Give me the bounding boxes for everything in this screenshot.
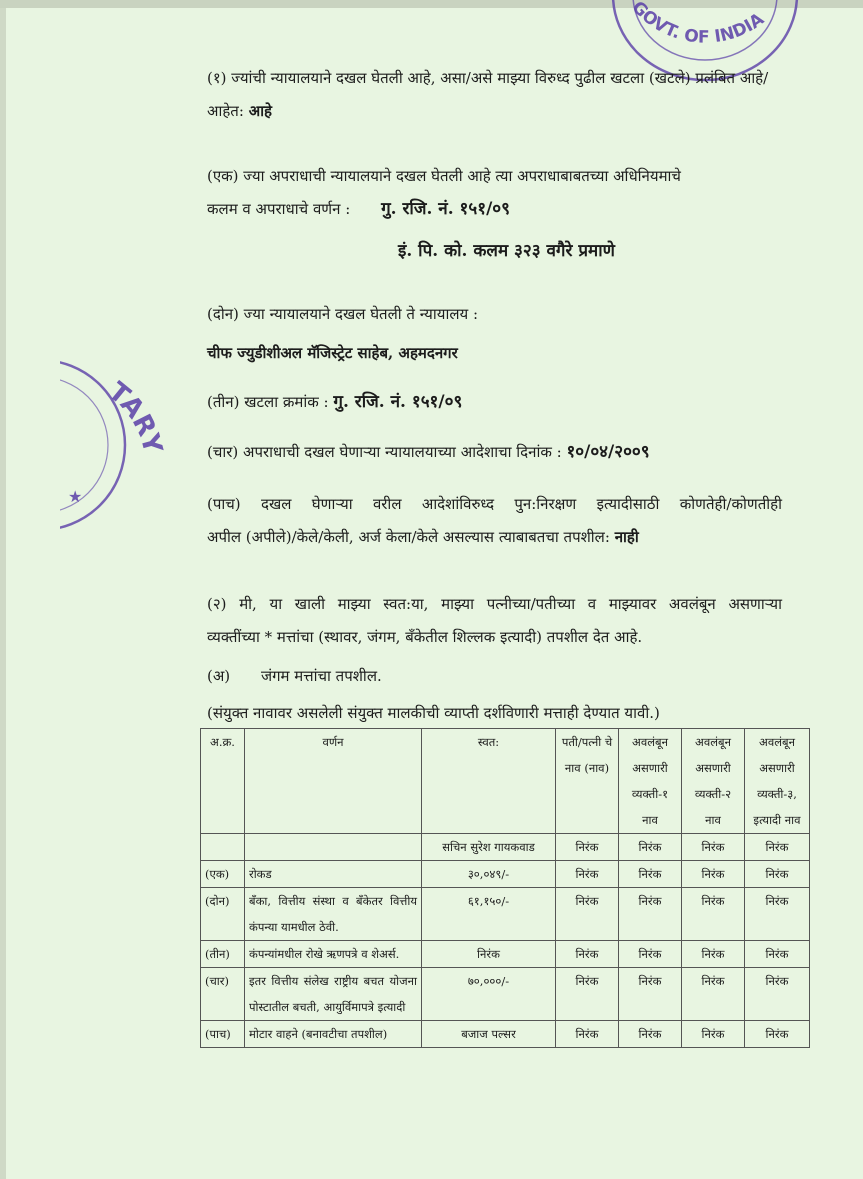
para-ek-value2: इं. पि. को. कलम ३२३ वगैरे प्रमाणे (398, 241, 615, 261)
para-2-line1: (२) मी, या खाली माझ्या स्वत:या, माझ्या पत्नीच्या/पतीच्या व माझ्यावर अवलंबून असणाऱ्या (207, 595, 782, 613)
para-don-value: चीफ ज्युडीशीअल मॅजिस्ट्रेट साहेब, अहमदनगर (207, 344, 458, 362)
row-dependent-1: निरंक (619, 1021, 682, 1048)
row-description: इतर वित्तीय संलेख राष्ट्रीय बचत योजना पोस्टातील बचती, आयुर्विमापत्रे इत्यादी (245, 968, 422, 1021)
para-don (207, 298, 782, 370)
row-dependent-3: निरंक (745, 941, 810, 968)
row-self: ७०,०००/- (422, 968, 556, 1021)
row-dependent-3: निरंक (745, 968, 810, 1021)
row-self: ३०,०४९/- (422, 861, 556, 888)
table-row (201, 1021, 810, 1048)
table-row (201, 888, 810, 941)
table-row (201, 941, 810, 968)
para-a-text: जंगम मत्तांचा तपशील. (260, 667, 382, 685)
para-pach-line1: (पाच) दखल घेणाऱ्या वरील आदेशांविरुध्द पुन:निरक्षण इत्यादीसाठी कोणतेही/कोणतीही (207, 495, 782, 513)
row-serial: (चार) (201, 968, 245, 1021)
para-2-line2: व्यक्तींच्या * मत्तांचा (स्थावर, जंगम, बँकेतील शिल्लक इत्यादी) तपशील देत आहे. (207, 628, 643, 646)
row-dependent-1: निरंक (619, 968, 682, 1021)
row-spouse: निरंक (556, 1021, 619, 1048)
row-description: रोकड (245, 861, 422, 888)
row-self: ६१,१५०/- (422, 888, 556, 941)
header-dependent-2: अवलंबून असणारी व्यक्ती-२ नाव (682, 729, 745, 834)
para-teen-label: (तीन) खटला क्रमांक : (207, 393, 329, 411)
joint-ownership-note: (संयुक्त नावावर असलेली संयुक्त मालकीची व्याप्ती दर्शविणारी मत्ताही देण्यात यावी.) (207, 704, 660, 722)
para-char-label: (चार) अपराधाची दखल घेणाऱ्या न्यायालयाच्या आदेशाचा दिनांक : (207, 443, 562, 461)
svg-text:TARY (103, 377, 168, 458)
table-row (201, 861, 810, 888)
para-pach-answer: नाही (614, 528, 639, 546)
header-serial: अ.क्र. (201, 729, 245, 834)
header-spouse: पती/पत्नी चे नाव (नाव) (556, 729, 619, 834)
name-dependent-3: निरंक (745, 834, 810, 861)
row-spouse: निरंक (556, 941, 619, 968)
para-pach (207, 488, 782, 554)
row-self: निरंक (422, 941, 556, 968)
name-dependent-2: निरंक (682, 834, 745, 861)
row-dependent-2: निरंक (682, 861, 745, 888)
row-serial: (तीन) (201, 941, 245, 968)
name-self: सचिन सुरेश गायकवाड (422, 834, 556, 861)
row-dependent-2: निरंक (682, 968, 745, 1021)
para-pach-line2: अपील (अपीले)/केले/केली, अर्ज केला/केले असल्यास त्याबाबतचा तपशील: (207, 528, 610, 546)
scan-edge-left (0, 0, 6, 1179)
header-description: वर्णन (245, 729, 422, 834)
header-dependent-3: अवलंबून असणारी व्यक्ती-३, इत्यादी नाव (745, 729, 810, 834)
star-icon: ★ (68, 487, 83, 506)
stamp-left-text: TARY (102, 376, 168, 457)
para-a (207, 660, 782, 693)
para-char-value: १०/०४/२००९ (566, 442, 650, 462)
para-ek-value1: गु. रजि. नं. १५१/०९ (381, 199, 510, 219)
para-a-label: (अ) (207, 667, 231, 685)
row-dependent-2: निरंक (682, 1021, 745, 1048)
row-dependent-1: निरंक (619, 888, 682, 941)
notary-stamp (60, 350, 180, 540)
row-dependent-2: निरंक (682, 888, 745, 941)
row-spouse: निरंक (556, 968, 619, 1021)
row-dependent-1: निरंक (619, 861, 682, 888)
name-spouse: निरंक (556, 834, 619, 861)
para-ek-text: (एक) ज्या अपराधाची न्यायालयाने दखल घेतली आहे त्या अपराधाबाबतच्या अधिनियमाचे (207, 167, 681, 185)
name-dependent-1: निरंक (619, 834, 682, 861)
movable-assets-table (200, 728, 810, 1048)
row-spouse: निरंक (556, 888, 619, 941)
para-teen (207, 386, 782, 419)
svg-text:GOVT. OF INDIA (628, 0, 769, 48)
stamp-top-text: GOVT. OF INDIA (627, 0, 768, 48)
row-serial: (दोन) (201, 888, 245, 941)
table-row (201, 968, 810, 1021)
para-1-answer: आहे (248, 102, 272, 120)
para-1 (207, 62, 782, 128)
row-serial: (पाच) (201, 1021, 245, 1048)
row-description: मोटार वाहने (बनावटीचा तपशील) (245, 1021, 422, 1048)
para-char (207, 436, 797, 469)
table-name-row (201, 834, 810, 861)
row-dependent-3: निरंक (745, 1021, 810, 1048)
header-self: स्वत: (422, 729, 556, 834)
para-2 (207, 588, 782, 654)
para-1-text: (१) ज्यांची न्यायालयाने दखल घेतली आहे, असा/असे माझ्या विरुध्द पुढील खटला (खटले) प्रलंबित आहे/आहेत: (207, 69, 769, 120)
row-description: बँका, वित्तीय संस्था व बँकेतर वित्तीय कंपन्या यामधील ठेवी. (245, 888, 422, 941)
header-dependent-1: अवलंबून असणारी व्यक्ती-१ नाव (619, 729, 682, 834)
para-ek-label: कलम व अपराधाचे वर्णन : (207, 200, 351, 218)
para-ek (207, 160, 782, 226)
table-header-row (201, 729, 810, 834)
row-dependent-1: निरंक (619, 941, 682, 968)
row-serial: (एक) (201, 861, 245, 888)
para-teen-value: गु. रजि. नं. १५१/०९ (333, 392, 463, 412)
row-dependent-2: निरंक (682, 941, 745, 968)
row-spouse: निरंक (556, 861, 619, 888)
para-don-text: (दोन) ज्या न्यायालयाने दखल घेतली ते न्यायालय : (207, 305, 479, 323)
row-dependent-3: निरंक (745, 888, 810, 941)
row-description: कंपन्यांमधील रोखे ऋणपत्रे व शेअर्स. (245, 941, 422, 968)
row-dependent-3: निरंक (745, 861, 810, 888)
row-self: बजाज पल्सर (422, 1021, 556, 1048)
